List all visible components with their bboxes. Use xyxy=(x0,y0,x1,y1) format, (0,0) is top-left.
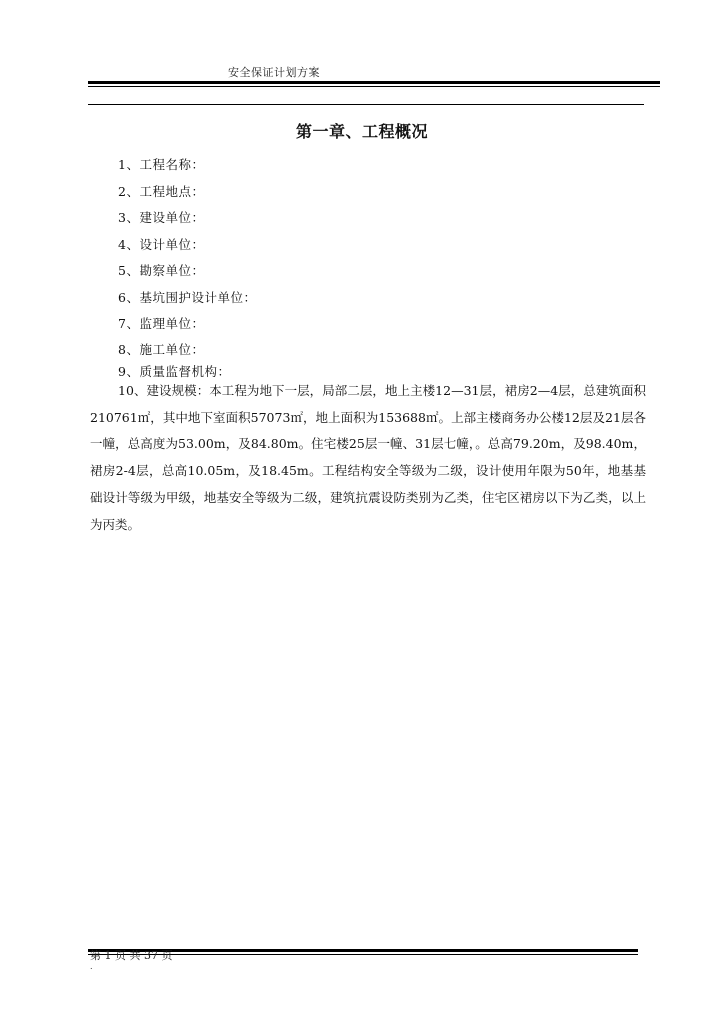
item-scale-paragraph: 10、建设规模：本工程为地下一层，局部二层，地上主楼12—31层，裙房2—4层，总建筑面积210761㎡，其中地下室面积57073㎡，地上面积为153688㎡。上部主楼商务办公楼12层及21层各一幢，总高度为53.00m，及84.80m。住宅楼25层一幢、31层七幢，。总高79.20m，及98.40m，裙房2-4层，总高10.05m，及18.45m。工程结构安全等级为二级，设计使用年限为50年，地基基础设计等级为甲级，地基安全等级为二级，建筑抗震设防类别为乙类，住宅区裙房以下为乙类，以上为丙类。 xyxy=(90,383,646,532)
chapter-title: 第一章、工程概况 xyxy=(295,122,428,141)
item-quality-agency: 9、质量监督机构： xyxy=(118,364,231,379)
item-project-location: 2、工程地点： xyxy=(118,184,205,199)
header-rule-thin xyxy=(88,86,660,87)
item-surveyor: 5、勘察单位： xyxy=(118,263,205,278)
item-project-name: 1、工程名称： xyxy=(118,157,205,172)
item-owner: 3、建设单位： xyxy=(118,210,205,225)
item-supervisor: 7、监理单位： xyxy=(118,316,205,331)
footer-mark: . xyxy=(90,962,93,971)
header-rule-lower xyxy=(88,104,644,105)
item-pit-designer: 6、基坑围护设计单位： xyxy=(118,290,257,305)
header-title: 安全保证计划方案 xyxy=(228,66,320,79)
item-designer: 4、设计单位： xyxy=(118,237,205,252)
item-contractor: 8、施工单位： xyxy=(118,342,205,357)
header-rule-thick xyxy=(88,81,660,84)
footer-page-number: 第 1 页 共 37 页 xyxy=(90,949,173,962)
